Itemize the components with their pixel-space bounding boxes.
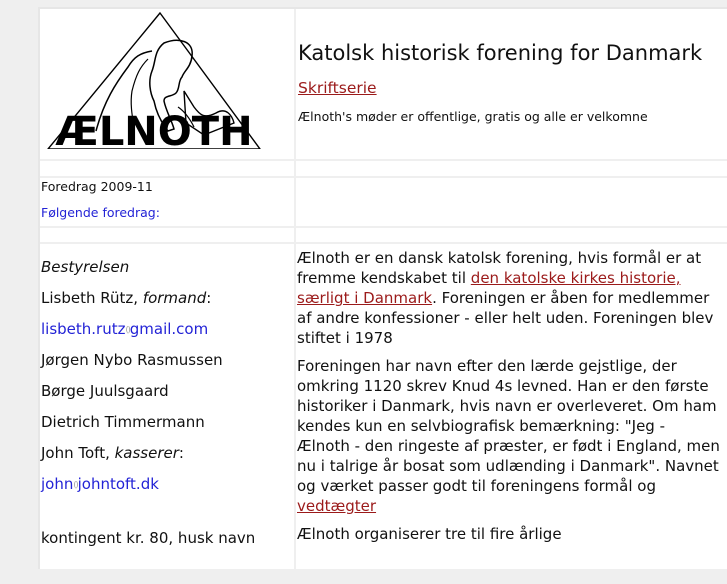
board-treasurer (41, 438, 255, 469)
article-cell (294, 244, 727, 584)
dues-text: kontingent kr. 80, husk navn (41, 529, 256, 547)
chair-name: Lisbeth Rütz, (41, 289, 143, 307)
board-chair (41, 283, 255, 314)
chair-role: formand (142, 289, 207, 307)
treasurer-role: kasserer (114, 444, 179, 462)
aelnoth-logo-icon (44, 11, 264, 149)
talks-row (40, 178, 727, 228)
tagline: Ælnoth's møder er offentlige, gratis og alle er velkomne (298, 109, 648, 124)
board-member: Dietrich Timmermann (41, 413, 205, 431)
colon: : (206, 289, 212, 307)
empty-cell (294, 161, 727, 176)
talks-label: Foredrag 2009-11 (41, 179, 153, 194)
colon: : (178, 444, 184, 462)
board-list (41, 252, 255, 554)
series-link[interactable]: Skriftserie (298, 79, 377, 97)
chair-email-link[interactable] (41, 320, 208, 338)
content-row (40, 244, 727, 584)
text: Ælnoth er en dansk katolsk forening, hvis formål er at fremme kendskabet til (297, 249, 702, 287)
article-paragraph (297, 356, 722, 516)
board-heading: Bestyrelsen (41, 258, 130, 276)
logo-cell (40, 9, 292, 159)
empty-cell (294, 178, 727, 226)
title-cell (294, 9, 727, 159)
text: . Foreningen er åben for medlemmer af andre konfessioner - eller helt uden. Foreningen blev stiftet i 1978 (297, 289, 714, 347)
treasurer-email-link[interactable] (41, 475, 159, 493)
article-paragraph: Ælnoth organiserer tre til fire årlige (297, 525, 562, 543)
email-user: lisbeth.rutz (41, 320, 126, 338)
church-history-link[interactable]: den katolske kirkes historie, særligt i Danmark (297, 269, 681, 307)
email-domain: gmail.com (129, 320, 209, 338)
email-domain: johntoft.dk (77, 475, 159, 493)
article (297, 248, 722, 552)
board-member: Jørgen Nybo Rasmussen (41, 351, 223, 369)
spacer-row (40, 228, 727, 244)
site-title: Katolsk historisk forening for Danmark (298, 41, 703, 65)
at-image-icon: () (125, 325, 130, 334)
talks-cell (40, 178, 292, 226)
article-paragraph (297, 248, 722, 348)
next-talks-link[interactable]: Følgende foredrag: (41, 205, 160, 220)
spacer-row (40, 161, 727, 178)
statutes-link[interactable]: vedtægter (297, 497, 377, 515)
email-user: john (41, 475, 74, 493)
board-cell (40, 244, 292, 584)
header-row (40, 9, 727, 161)
board-member: Børge Juulsgaard (41, 382, 169, 400)
svg-text:ÆLNOTH: ÆLNOTH (55, 109, 253, 149)
text: Foreningen har navn efter den lærde gejstlige, der omkring 1120 skrev Knud 4s levned. Han er den første historiker i Danmark, hvis navn er overleveret. Om ham kendes kun en selvbiografisk bemærkning: "Jeg - Ælnoth - den ringeste af præster, er født i England, men nu i talrige år bosat som udlænding i Danmark". Navnet og værket passer godt til foreningens formål og (297, 357, 720, 495)
empty-cell (40, 228, 292, 242)
treasurer-name: John Toft, (41, 444, 115, 462)
spacer (41, 500, 255, 523)
empty-cell (40, 161, 292, 176)
page-table (38, 7, 727, 569)
empty-cell (294, 228, 727, 242)
at-image-icon: () (73, 480, 78, 489)
